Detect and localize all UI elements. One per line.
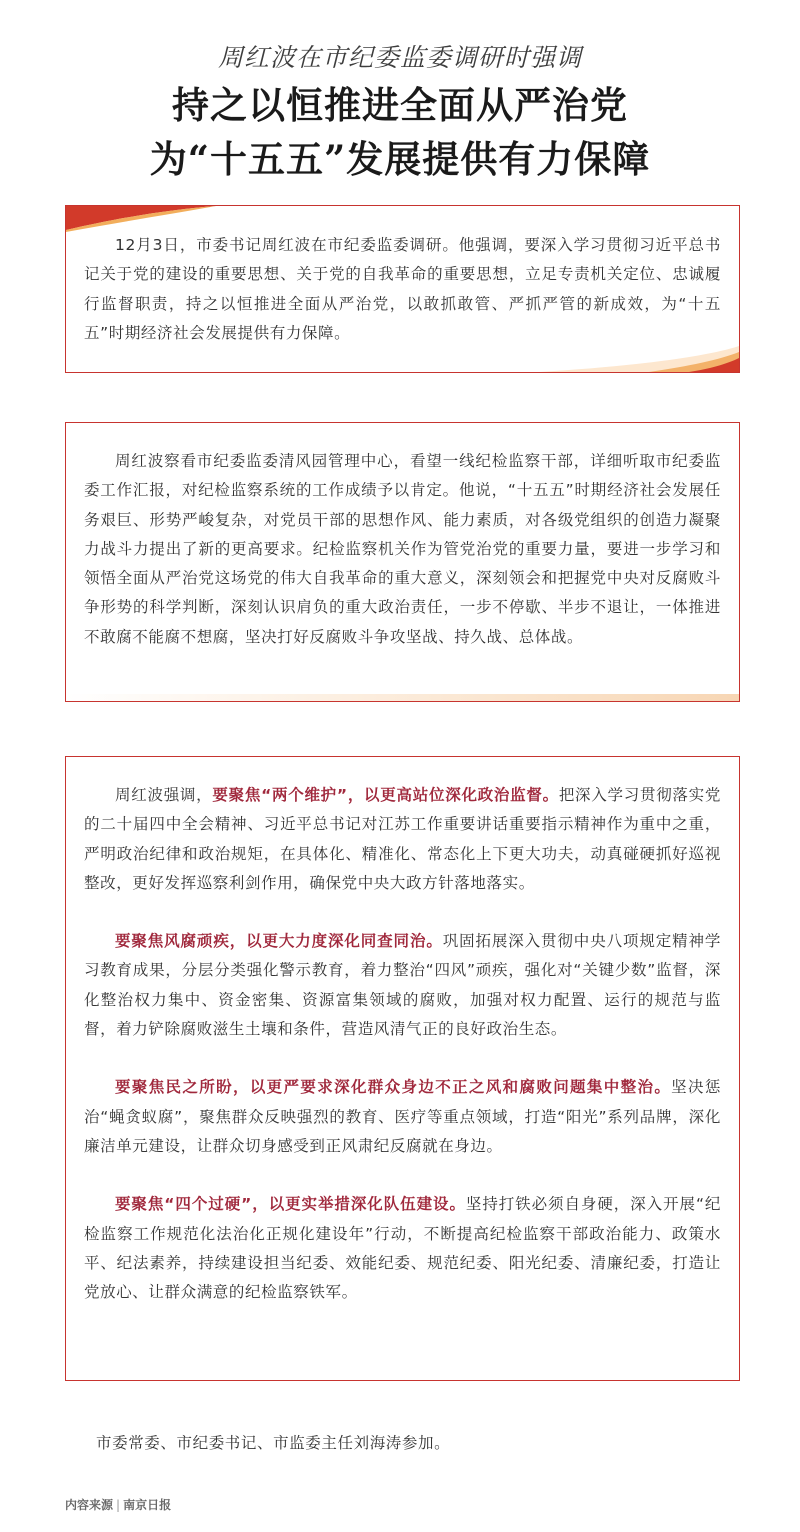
source-label: 内容来源 bbox=[65, 1498, 114, 1512]
closing-paragraph: 市委常委、市纪委书记、市监委主任刘海涛参加。 bbox=[96, 1434, 451, 1452]
requirement-1-lead: 周红波强调， bbox=[115, 786, 213, 804]
requirements-content bbox=[84, 781, 721, 1307]
requirement-3-body: 坚决惩治“蝇贪蚁腐”，聚焦群众反映强烈的教育、医疗等重点领域，打造“阳光”系列品牌，深化廉洁单元建设，让群众切身感受到正风肃纪反腐就在身边。 bbox=[84, 1078, 721, 1155]
requirement-paragraph-2 bbox=[84, 927, 721, 1044]
requirement-3-highlight: 要聚焦民之所盼，以更严要求深化群众身边不正之风和腐败问题集中整治。 bbox=[115, 1078, 672, 1097]
requirement-4-body: 坚持打铁必须自身硬，深入开展“纪检监察工作规范化法治化正规化建设年”行动，不断提高纪检监察干部政治能力、政策水平、纪法素养，持续建设担当纪委、效能纪委、规范纪委、阳光纪委、清廉纪委，打造让党放心、让群众满意的纪检监察铁军。 bbox=[84, 1195, 722, 1302]
inspection-paragraph: 周红波察看市纪委监委清风园管理中心，看望一线纪检监察干部，详细听取市纪委监委工作汇报，对纪检监察系统的工作成绩予以肯定。他说，“十五五”时期经济社会发展任务艰巨、形势严峻复杂，对党员干部的思想作风、能力素质，对各级党组织的创造力凝聚力战斗力提出了新的更高要求。纪检监察机关作为管党治党的重要力量，要进一步学习和领悟全面从严治党这场党的伟大自我革命的重大意义，深刻领会和把握党中央对反腐败斗争形势的科学判断，深刻认识肩负的重大政治责任，一步不停歇、半步不退让，一体推进不敢腐不能腐不想腐，坚决打好反腐败斗争攻坚战、持久战、总体战。 bbox=[84, 452, 721, 646]
lead-box bbox=[65, 205, 740, 373]
corner-swoosh-bottom-decoration bbox=[539, 346, 739, 372]
lead-content bbox=[84, 231, 721, 348]
lead-paragraph: 12月3日，市委书记周红波在市纪委监委调研。他强调，要深入学习贯彻习近平总书记关于党的建设的重要思想、关于党的自我革命的重要思想，立足专责机关定位、忠诚履行监督职责，持之以恒推进全面从严治党，以敢抓敢管、严抓严管的新成效，为“十五五”时期经济社会发展提供有力保障。 bbox=[84, 236, 721, 342]
requirement-2-body: 巩固拓展深入贯彻中央八项规定精神学习教育成果，分层分类强化警示教育，着力整治“四风”顽疾，强化对“关键少数”监督，深化整治权力集中、资金密集、资源富集领域的腐败，加强对权力配置、运行的规范与监督，着力铲除腐败滋生土壤和条件，营造风清气正的良好政治生态。 bbox=[84, 932, 721, 1039]
source-separator: | bbox=[116, 1498, 121, 1512]
requirement-paragraph-4 bbox=[84, 1190, 721, 1307]
article-header bbox=[0, 38, 800, 186]
bottom-gradient-strip bbox=[66, 694, 739, 701]
requirements-box bbox=[65, 756, 740, 1381]
article-title-line-1: 持之以恒推进全面从严治党 bbox=[172, 83, 628, 127]
article-subtitle: 周红波在市纪委监委调研时强调 bbox=[217, 43, 582, 72]
requirement-4-highlight: 要聚焦“四个过硬”，以更实举措深化队伍建设。 bbox=[115, 1195, 466, 1214]
content-source bbox=[65, 1496, 171, 1514]
inspection-box bbox=[65, 422, 740, 702]
requirement-1-body: 把深入学习贯彻落实党的二十届四中全会精神、习近平总书记对江苏工作重要讲话重要指示精神作为重中之重，严明政治纪律和政治规矩，在具体化、精准化、常态化上下更大功夫，动真碰硬抓好巡视整改，更好发挥巡察利剑作用，确保党中央大政方针落地落实。 bbox=[84, 786, 721, 892]
requirement-1-highlight: 要聚焦“两个维护”，以更高站位深化政治监督。 bbox=[212, 786, 559, 804]
inspection-content bbox=[84, 447, 721, 652]
requirement-2-highlight: 要聚焦风腐顽疾，以更大力度深化同查同治。 bbox=[115, 932, 443, 951]
corner-swoosh-top-decoration bbox=[66, 206, 216, 232]
article-title-line-2: 为“十五五”发展提供有力保障 bbox=[149, 137, 651, 181]
requirement-paragraph-1 bbox=[84, 781, 721, 898]
requirement-paragraph-3 bbox=[84, 1073, 721, 1161]
source-name: 南京日报 bbox=[123, 1498, 172, 1512]
